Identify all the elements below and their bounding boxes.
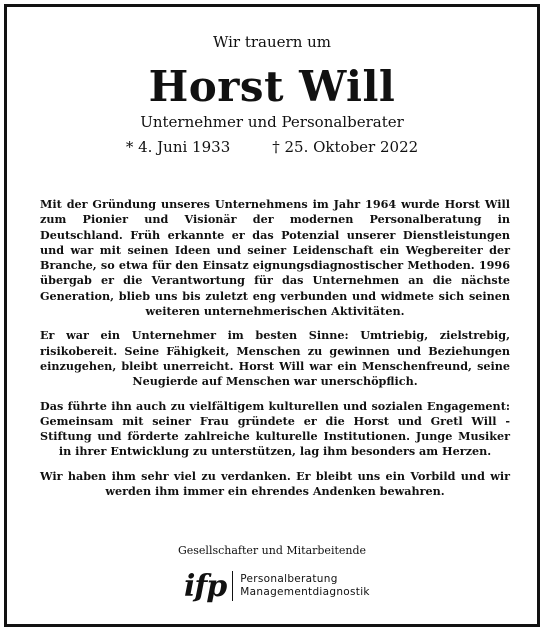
logo-divider: [232, 571, 233, 601]
birth-date: * 4. Juni 1933: [125, 138, 231, 156]
company-logo: [184, 566, 370, 606]
logo-mark: ifp: [184, 568, 227, 604]
paragraph-gratitude: Wir haben ihm sehr viel zu verdanken. Er bleibt uns ein Vorbild und wir werden ihm immer ein ehrendes Andenken bewahren.: [40, 468, 510, 499]
logo-text: [240, 573, 370, 599]
intro-text: Wir trauern um: [212, 33, 332, 51]
logo-line-2: Managementdiagnostik: [240, 586, 370, 598]
paragraph-founding: Mit der Gründung unseres Unternehmens im Jahr 1964 wurde Horst Will zum Pionier und Visionär der modernen Personalberatung in Deutschland. Früh erkannte er das Potenzial unserer Dienstleistungen und war mit seinen Ideen und seiner Leidenschaft ein Wegbereiter der Branche, so etwa für den Einsatz eignungsdiagnostischer Methoden. 1996 übergab er die Verantwortung für das Unternehmen an die nächste Generation, blieb uns bis zuletzt eng verbunden und widmete sich seinen weiteren unternehmerischen Aktivitäten.: [40, 197, 510, 319]
paragraph-engagement: Das führte ihn auch zu vielfältigem kulturellen und sozialen Engagement: Gemeinsam mit seiner Frau gründete er die Horst und Gretl Will - Stiftung und förderte zahlreiche kulturelle Institutionen. Junge Musiker in ihrer Entwicklung zu unterstützen, lag ihm besonders am Herzen.: [40, 398, 510, 459]
deceased-name: Horst Will: [148, 62, 396, 111]
signature-line: Gesellschafter und Mitarbeitende: [177, 544, 367, 557]
logo-line-1: Personalberatung: [240, 573, 338, 585]
death-date: † 25. Oktober 2022: [272, 138, 419, 156]
obituary-frame: [4, 4, 540, 627]
paragraph-character: Er war ein Unternehmer im besten Sinne: Umtriebig, zielstrebig, risikobereit. Seine Fähigkeit, Menschen zu gewinnen und Beziehungen einzugehen, bleibt unerreicht. Horst Will war ein Menschenfreund, seine Neugierde auf Menschen war unerschöpflich.: [40, 328, 510, 389]
obituary-body: [40, 197, 510, 508]
deceased-role: Unternehmer und Personalberater: [140, 113, 404, 131]
life-dates: [7, 138, 537, 156]
